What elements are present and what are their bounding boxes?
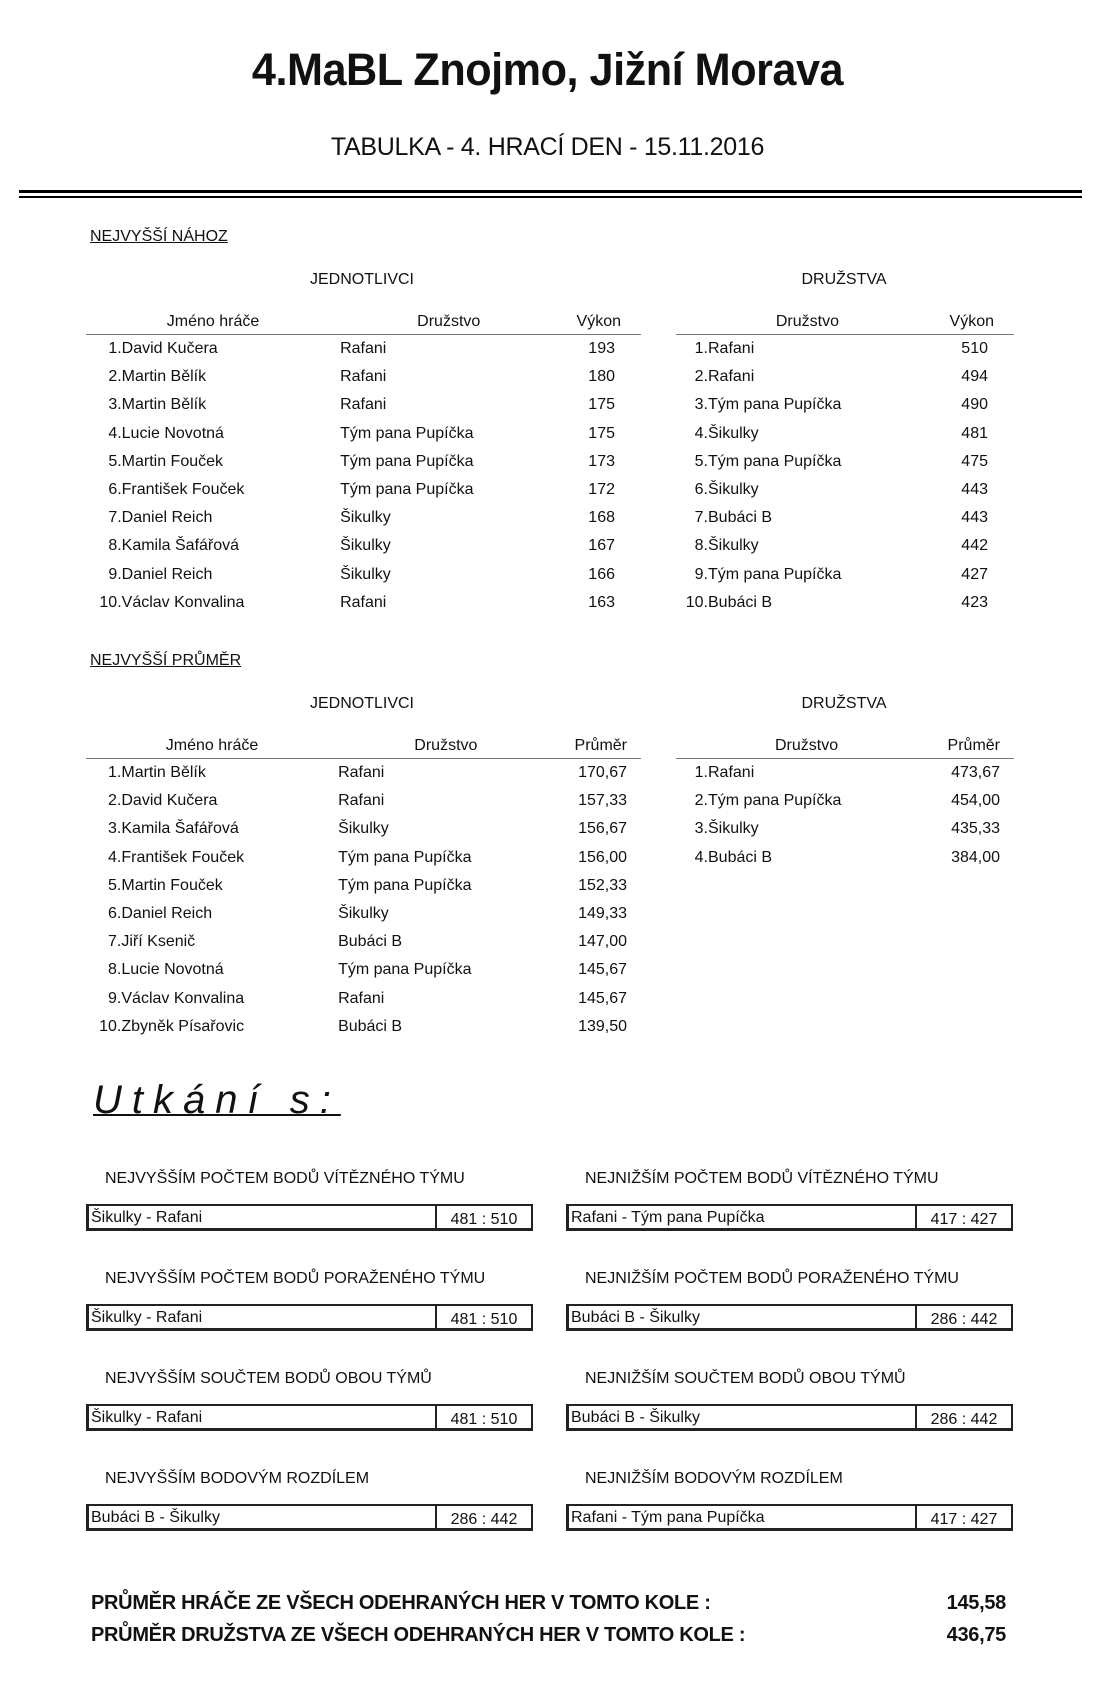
record-box [86,1304,533,1331]
cell-rank: 8. [108,537,122,555]
record-box [86,1204,533,1231]
cell-name: Martin Bělík [121,764,206,782]
cell-team: Bubáci B [708,593,773,611]
table-row [676,391,1014,419]
cell-rank: 6. [108,905,122,923]
cell-rank: 10. [99,593,122,611]
record-label: NEJVYŠŠÍM POČTEM BODŮ PORAŽENÉHO TÝMU [105,1270,486,1287]
record-label: NEJNIŽŠÍM POČTEM BODŮ VÍTĚZNÉHO TÝMU [585,1170,939,1187]
cell-value: 454,00 [951,792,1000,810]
record-teams: Rafani - Tým pana Pupíčka [571,1209,765,1226]
cell-rank: 5. [108,452,122,470]
cell-value: 145,67 [578,961,627,979]
cell-rank: 10. [685,593,708,611]
cell-rank: 1. [108,340,122,358]
cell-name: Kamila Šafářová [121,537,240,555]
cell-value: 156,67 [578,820,627,838]
cell-name: Jiří Ksenič [121,933,196,951]
cell-rank: 1. [108,764,122,782]
prumer-teams-table [676,727,1014,872]
record-label: NEJNIŽŠÍM SOUČTEM BODŮ OBOU TÝMŮ [585,1370,906,1387]
cell-team: Bubáci B [708,509,773,527]
cell-value: 147,00 [578,933,627,951]
table-row [86,928,641,956]
table-row [86,844,641,872]
cell-name: Lucie Novotná [121,961,224,979]
cell-rank: 4. [108,424,122,442]
cell-team: Šikulky [340,509,391,527]
record-box [566,1304,1013,1331]
record-teams: Bubáci B - Šikulky [571,1409,700,1426]
cell-rank: 2. [694,792,708,810]
column-header-team: Družstvo [676,303,939,335]
column-header-team: Družstvo [338,727,554,759]
table-row [86,532,641,560]
table-row [676,504,1014,532]
cell-team: Šikulky [338,820,389,838]
cell-rank: 7. [108,933,122,951]
cell-value: 168 [588,509,615,527]
column-header-value: Průměr [937,727,1014,759]
summary-team-label: PRŮMĚR DRUŽSTVA ZE VŠECH ODEHRANÝCH HER V TOMTO KOLE : [91,1624,746,1646]
record-label: NEJVYŠŠÍM POČTEM BODŮ VÍTĚZNÉHO TÝMU [105,1170,465,1187]
record-score: 481 : 510 [435,1406,531,1428]
cell-value: 443 [961,481,988,499]
cell-team: Rafani [338,764,385,782]
cell-value: 435,33 [951,820,1000,838]
table-row [676,787,1014,815]
record-box [86,1404,533,1431]
cell-team: Tým pana Pupíčka [708,565,842,583]
cell-value: 442 [961,537,988,555]
cell-rank: 4. [694,848,708,866]
column-header-team: Družstvo [676,727,937,759]
cell-team: Šikulky [708,424,759,442]
cell-team: Tým pana Pupíčka [708,792,842,810]
table-header-row [676,303,1014,335]
cell-name: Martin Bělík [121,368,207,386]
cell-team: Bubáci B [338,1017,403,1035]
cell-value: 443 [961,509,988,527]
cell-team: Šikulky [340,537,391,555]
cell-name: Daniel Reich [121,509,213,527]
column-header-value: Výkon [939,303,1014,335]
record-box [566,1404,1013,1431]
cell-team: Šikulky [338,905,389,923]
cell-team: Šikulky [708,820,759,838]
record-label: NEJNIŽŠÍM POČTEM BODŮ PORAŽENÉHO TÝMU [585,1270,959,1287]
record-box [566,1204,1013,1231]
cell-team: Šikulky [708,537,759,555]
cell-value: 175 [588,396,615,414]
cell-team: Bubáci B [708,848,773,866]
record-score: 481 : 510 [435,1306,531,1328]
table-row [676,363,1014,391]
nahoz-teams-table [676,303,1014,617]
cell-rank: 3. [694,820,708,838]
cell-team: Šikulky [340,565,391,583]
table-row [676,448,1014,476]
cell-name: Martin Fouček [121,876,223,894]
record-score: 417 : 427 [915,1506,1011,1528]
record-score: 417 : 427 [915,1206,1011,1228]
cell-name: Zbyněk Písařovic [121,1017,245,1035]
cell-rank: 3. [694,396,708,414]
record-score: 481 : 510 [435,1206,531,1228]
table-row [86,391,641,419]
cell-value: 180 [588,368,615,386]
record-label: NEJVYŠŠÍM SOUČTEM BODŮ OBOU TÝMŮ [105,1370,432,1387]
table-row [676,815,1014,843]
table-row [676,844,1014,872]
cell-value: 152,33 [578,876,627,894]
cell-value: 172 [588,481,615,499]
table-row [86,561,641,589]
header-divider [19,196,1082,198]
cell-value: 163 [588,593,615,611]
cell-value: 481 [961,424,988,442]
cell-name: Kamila Šafářová [121,820,239,838]
cell-team: Šikulky [708,481,759,499]
cell-rank: 6. [694,481,708,499]
table-row [86,956,641,984]
cell-rank: 1. [694,340,708,358]
section-heading-nahoz: NEJVYŠŠÍ NÁHOZ [90,228,228,245]
cell-rank: 9. [108,565,122,583]
individuals-label: JEDNOTLIVCI [309,695,414,712]
table-row [86,1013,641,1041]
table-row [86,815,641,843]
cell-team: Rafani [340,593,387,611]
cell-value: 149,33 [578,905,627,923]
cell-rank: 10. [99,1017,122,1035]
cell-value: 510 [961,340,988,358]
cell-value: 475 [961,452,988,470]
cell-value: 167 [588,537,615,555]
table-row [86,900,641,928]
column-header-team: Družstvo [340,303,557,335]
cell-rank: 3. [108,820,122,838]
cell-value: 145,67 [578,989,627,1007]
record-box [86,1504,533,1531]
cell-value: 423 [961,593,988,611]
cell-team: Rafani [708,368,755,386]
cell-team: Tým pana Pupíčka [338,876,472,894]
header-divider [19,190,1082,193]
record-teams: Rafani - Tým pana Pupíčka [571,1509,765,1526]
table-row [86,787,641,815]
record-teams: Šikulky - Rafani [91,1409,203,1426]
teams-label: DRUŽSTVA [801,271,887,288]
cell-value: 494 [961,368,988,386]
cell-rank: 4. [108,848,122,866]
table-row [86,420,641,448]
cell-team: Tým pana Pupíčka [340,481,474,499]
cell-value: 193 [588,340,615,358]
record-teams: Bubáci B - Šikulky [91,1509,220,1526]
cell-value: 139,50 [578,1017,627,1035]
table-header-row [676,727,1014,759]
cell-team: Tým pana Pupíčka [340,424,474,442]
matches-heading: Utkání s: [93,1078,341,1122]
record-label: NEJVYŠŠÍM BODOVÝM ROZDÍLEM [105,1470,370,1487]
table-row [86,363,641,391]
cell-team: Rafani [340,368,387,386]
page-title: 4.MaBL Znojmo, Jižní Morava [251,44,844,95]
column-header-value: Výkon [557,303,641,335]
cell-value: 384,00 [951,848,1000,866]
cell-rank: 4. [694,424,708,442]
cell-value: 473,67 [951,764,1000,782]
cell-rank: 8. [108,961,122,979]
cell-value: 427 [961,565,988,583]
table-row [676,589,1014,617]
cell-name: David Kučera [121,340,218,358]
table-header-row [86,727,641,759]
cell-name: Martin Bělík [121,396,207,414]
cell-rank: 7. [108,509,122,527]
record-score: 286 : 442 [435,1506,531,1528]
cell-team: Bubáci B [338,933,403,951]
cell-rank: 3. [108,396,122,414]
teams-label: DRUŽSTVA [801,695,887,712]
prumer-individuals-table [86,727,641,1041]
cell-name: Václav Konvalina [121,989,245,1007]
cell-value: 173 [588,452,615,470]
individuals-label: JEDNOTLIVCI [309,271,414,288]
record-teams: Bubáci B - Šikulky [571,1309,700,1326]
table-row [86,872,641,900]
cell-value: 175 [588,424,615,442]
cell-value: 166 [588,565,615,583]
cell-team: Tým pana Pupíčka [338,961,472,979]
table-row [86,335,641,364]
cell-team: Rafani [708,340,755,358]
table-row [676,532,1014,560]
table-row [86,504,641,532]
table-row [676,759,1014,788]
cell-rank: 7. [694,509,708,527]
cell-rank: 2. [108,368,122,386]
cell-name: Martin Fouček [121,452,224,470]
record-score: 286 : 442 [915,1406,1011,1428]
cell-name: Václav Konvalina [121,593,245,611]
cell-value: 490 [961,396,988,414]
cell-value: 170,67 [578,764,627,782]
cell-name: František Fouček [121,481,245,499]
cell-team: Tým pana Pupíčka [708,396,842,414]
table-row [676,476,1014,504]
cell-team: Rafani [708,764,755,782]
summary-player-value: 145,58 [946,1592,1006,1614]
table-row [86,448,641,476]
table-row [86,476,641,504]
table-row [676,420,1014,448]
record-score: 286 : 442 [915,1306,1011,1328]
cell-team: Tým pana Pupíčka [340,452,474,470]
record-label: NEJNIŽŠÍM BODOVÝM ROZDÍLEM [585,1470,843,1487]
table-row [86,985,641,1013]
cell-rank: 6. [108,481,122,499]
cell-rank: 9. [108,989,122,1007]
column-header-name: Jméno hráče [86,727,338,759]
table-row [676,561,1014,589]
cell-rank: 5. [108,876,122,894]
column-header-value: Průměr [554,727,641,759]
cell-name: Lucie Novotná [121,424,224,442]
cell-team: Rafani [338,792,385,810]
cell-rank: 2. [108,792,122,810]
nahoz-individuals-table [86,303,641,617]
cell-name: František Fouček [121,848,245,866]
cell-team: Rafani [340,340,387,358]
summary-player-label: PRŮMĚR HRÁČE ZE VŠECH ODEHRANÝCH HER V TOMTO KOLE : [91,1592,711,1614]
cell-name: David Kučera [121,792,218,810]
record-teams: Šikulky - Rafani [91,1209,203,1226]
cell-rank: 9. [694,565,708,583]
column-header-name: Jméno hráče [86,303,340,335]
record-box [566,1504,1013,1531]
table-row [86,589,641,617]
cell-rank: 1. [694,764,708,782]
cell-name: Daniel Reich [121,905,213,923]
record-teams: Šikulky - Rafani [91,1309,203,1326]
cell-team: Rafani [338,989,385,1007]
summary-team-value: 436,75 [946,1624,1006,1646]
cell-rank: 8. [694,537,708,555]
table-row [86,759,641,788]
cell-value: 156,00 [578,848,627,866]
table-row [676,335,1014,364]
cell-team: Rafani [340,396,387,414]
cell-rank: 2. [694,368,708,386]
section-heading-prumer: NEJVYŠŠÍ PRŮMĚR [90,652,242,669]
cell-name: Daniel Reich [121,565,213,583]
table-header-row [86,303,641,335]
cell-team: Tým pana Pupíčka [338,848,472,866]
cell-rank: 5. [694,452,708,470]
cell-value: 157,33 [578,792,627,810]
page-subtitle: TABULKA - 4. HRACÍ DEN - 15.11.2016 [330,133,765,161]
cell-team: Tým pana Pupíčka [708,452,842,470]
